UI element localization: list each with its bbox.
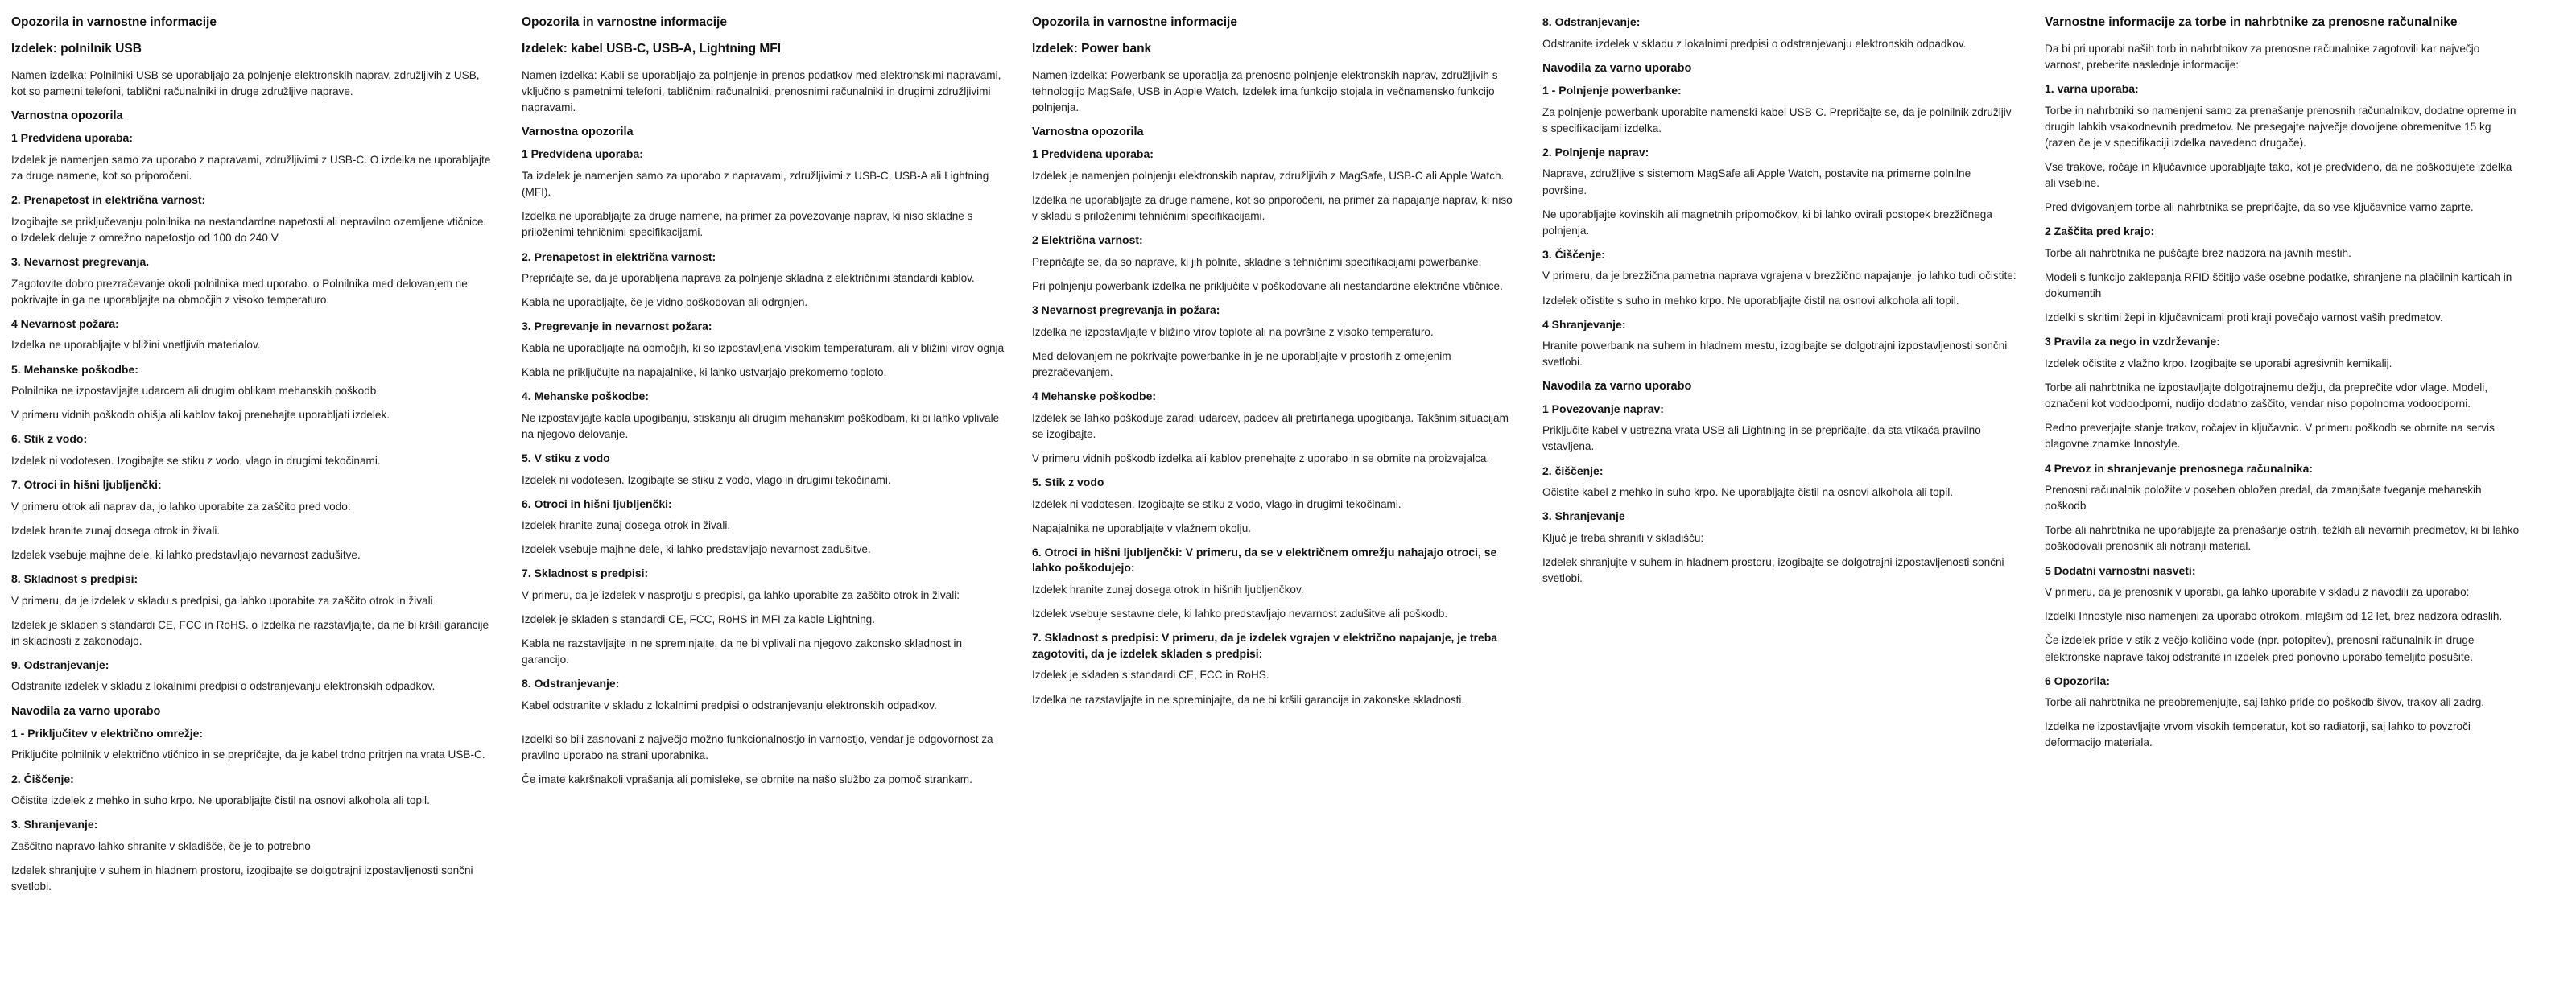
paragraph: Izdelka ne uporabljajte v bližini vnetljivih materialov. <box>11 339 261 352</box>
heading-overheating: 3. Nevarnost pregrevanja. <box>11 254 150 268</box>
paragraph: Prenosni računalnik položite v poseben obložen predal, da zmanjšate tveganje mehanskih poškodb <box>2045 484 2482 513</box>
heading-intended-use: 1 Predvidena uporaba: <box>11 131 133 145</box>
heading-storage-cable: 3. Shranjevanje <box>1542 509 1625 523</box>
paragraph: Kabla ne priključujte na napajalnike, ki lahko ustvarjajo prekomerno toploto. <box>522 366 887 379</box>
heading-charging-devices: 2. Polnjenje naprav: <box>1542 145 1649 159</box>
paragraph: Izdelek očistite s suho in mehko krpo. Ne uporabljajte čistil na osnovi alkohola ali topil. <box>1542 294 1959 307</box>
paragraph: Izdelka ne uporabljajte za druge namene, na primer za povezovanje naprav, ki niso skladne s priloženimi tehničnimi specifikacijami. <box>522 210 973 239</box>
paragraph: Zagotovite dobro prezračevanje okoli polnilnika med uporabo. o Polnilnika med delovanjem ne pokrivajte in ga ne uporabljajte na območjih z visoko temperaturo. <box>11 277 468 306</box>
paragraph: Pred dvigovanjem torbe ali nahrbtnika se prepričajte, da so vse ključavnice varno zaprte. <box>2045 201 2474 214</box>
heading-fire-hazard: 4 Nevarnost požara: <box>11 316 119 330</box>
heading-compliance: 8. Skladnost s predpisi: <box>11 571 138 585</box>
paragraph: V primeru otrok ali naprav da, jo lahko uporabite za zaščito pred vodo: <box>11 500 351 513</box>
heading-additional-safety-tips: 5 Dodatni varnostni nasveti: <box>2045 563 2196 577</box>
paragraph: Izdelek shranjujte v suhem in hladnem prostoru, izogibajte se dolgotrajni izpostavljenosti sončni svetlobi. <box>1542 555 2004 585</box>
paragraph: Izdelek hranite zunaj dosega otrok in hišnih ljubljenčkov. <box>1032 583 1304 596</box>
paragraph: Izdelek se lahko poškoduje zaradi udarcev, padcev ali pretirtanega upogibanja. Takšnim situacijam se izogibajte. <box>1032 411 1509 440</box>
heading-electrical-safety: 2 Električna varnost: <box>1032 233 1143 247</box>
heading-safe-use-instructions: Navodila za varno uporabo <box>1542 61 1692 75</box>
heading-overheating-fire: 3. Pregrevanje in nevarnost požara: <box>522 320 712 333</box>
heading-electrical-safety: 2. Prenapetost in električna varnost: <box>522 249 716 263</box>
paragraph: V primeru vidnih poškodb ohišja ali kablov takoj prenehajte uporabljati izdelek. <box>11 409 390 422</box>
heading-care-maintenance: 3 Pravila za nego in vzdrževanje: <box>2045 335 2220 348</box>
heading-charging-powerbank: 1 - Polnjenje powerbanke: <box>1542 84 1682 97</box>
heading-intended-use: 1 Predvidena uporaba: <box>522 147 643 161</box>
heading-cleaning: 3. Čiščenje: <box>1542 247 1605 261</box>
paragraph: Prepričajte se, da so naprave, ki jih polnite, skladne s tehničnimi specifikacijami powerbanke. <box>1032 255 1482 268</box>
paragraph: V primeru, da je brezžična pametna naprava vgrajena v brezžično napajanje, jo lahko tudi očistite: <box>1542 270 2017 282</box>
paragraph: Izdelek vsebuje majhne dele, ki lahko predstavljajo nevarnost zadušitve. <box>11 548 361 561</box>
heading-cleaning-cable: 2. čiščenje: <box>1542 464 1604 477</box>
column-powerbank-continued <box>1542 14 2025 587</box>
paragraph: Izdelka ne izpostavljajte vrvom visokih temperatur, kot so radiatorji, saj lahko to povzroči deformacijo materiala. <box>2045 720 2471 749</box>
heading-compliance: 7. Skladnost s predpisi: <box>522 567 649 580</box>
paragraph: Izdelek je skladen s standardi CE, FCC, RoHS in MFI za kable Lightning. <box>522 613 875 626</box>
paragraph: Izdelki s skritimi žepi in ključavnicami proti kraji povečajo varnost vaših predmetov. <box>2045 311 2443 324</box>
paragraph: Izdelek ni vodotesen. Izogibajte se stiku z vodo, vlago in drugimi tekočinami. <box>522 473 891 486</box>
paragraph: Izdelki Innostyle niso namenjeni za uporabo otrokom, mlajšim od 12 let, brez nadzora odraslih. <box>2045 610 2503 623</box>
column-cable <box>522 14 1013 789</box>
heading-children-pets: 7. Otroci in hišni ljubljenčki: <box>11 478 162 492</box>
paragraph: Namen izdelka: Kabli se uporabljajo za polnjenje in prenos podatkov med elektronskimi napravami, vključno s pametnimi telefoni, tabličnimi računalniki, prenosnimi računalniki in drugimi združljivimi napravami. <box>522 68 1001 114</box>
section-title: Opozorila in varnostne informacije <box>1032 15 1237 29</box>
heading-safe-use-instructions: Navodila za varno uporabo <box>11 704 161 718</box>
paragraph: Izdelek je namenjen samo za uporabo z napravami, združljivimi z USB-C. O izdelka ne uporabljajte za druge namene, kot so priporočeni. <box>11 153 491 183</box>
heading-children-pets: 6. Otroci in hišni ljubljenčki: V primeru, da se v električnem omrežju nahajajo otroci, se lahko poškodujejo: <box>1032 545 1497 575</box>
heading-warnings: Varnostna opozorila <box>11 109 123 123</box>
paragraph: Za polnjenje powerbank uporabite namenski kabel USB-C. Prepričajte se, da je polnilnik združljiv s specifikacijami izdelka. <box>1542 105 2012 134</box>
heading-safe-use-instructions-cable: Navodila za varno uporabo <box>1542 380 1692 394</box>
paragraph: Ta izdelek je namenjen samo za uporabo z napravami, združljivimi z USB-C, USB-A ali Lightning (MFI). <box>522 170 989 199</box>
paragraph: Izogibajte se priključevanju polnilnika na nestandardne napetosti ali nepravilno ozemljene vtičnice. o Izdelek deluje z omrežno napetostjo od 100 do 240 V. <box>11 215 487 244</box>
paragraph: V primeru, da je izdelek v nasprotju s predpisi, ga lahko uporabite za zaščito otrok in živali: <box>522 589 960 602</box>
heading-disposal: 9. Odstranjevanje: <box>11 658 109 671</box>
paragraph: Redno preverjajte stanje trakov, ročajev in ključavnic. V primeru poškodb se obrnite na servis blagovne znamke Innostyle. <box>2045 422 2495 451</box>
heading-water-contact: 5. Stik z vodo <box>1032 476 1104 489</box>
paragraph: Torbe ali nahrbtnika ne uporabljajte za prenašanje ostrih, težkih ali nevarnih predmetov, ki bi lahko poškodovali prenosnik ali notranji material. <box>2045 524 2520 553</box>
section-title: Opozorila in varnostne informacije <box>522 15 727 29</box>
paragraph: Pri polnjenju powerbank izdelka ne priključite v poškodovane ali nestandardne električne vtičnice. <box>1032 280 1503 293</box>
paragraph: Izdelek shranjujte v suhem in hladnem prostoru, izogibajte se dolgotrajni izpostavljenosti sončni svetlobi. <box>11 864 473 893</box>
heading-disposal: 8. Odstranjevanje: <box>1542 15 1641 28</box>
paragraph: Ključ je treba shraniti v skladišču: <box>1542 531 1704 544</box>
heading-water-contact: 6. Stik z vodo: <box>11 432 88 446</box>
heading-children-pets: 6. Otroci in hišni ljubljenčki: <box>522 497 672 510</box>
heading-mains-connection: 1 - Priključitev v električno omrežje: <box>11 726 204 740</box>
paragraph: Torbe in nahrbtniki so namenjeni samo za prenašanje prenosnih računalnikov, dodatne opreme in drugih lahkih vsakodnevnih predmetov. Ne presegajte največje dovoljene obremenitve 15 kg (razen če je v specifikaciji izdelka navedeno drugače). <box>2045 104 2516 149</box>
heading-disposal: 8. Odstranjevanje: <box>522 677 620 691</box>
section-title: Opozorila in varnostne informacije <box>11 15 217 29</box>
paragraph: Kabla ne uporabljajte, če je vidno poškodovan ali odrgnjen. <box>522 296 808 309</box>
column-usb-charger <box>11 14 502 895</box>
paragraph: Izdelka ne uporabljajte za druge namene, kot so priporočeni, na primer za napajanje naprav, ki niso v skladu s priloženimi tehničnimi specifikacijami. <box>1032 194 1513 223</box>
paragraph: Izdelki so bili zasnovani z največjo možno funkcionalnostjo in varnostjo, vendar je odgovornost za pravilno uporabo na strani uporabnika. <box>522 733 993 762</box>
paragraph: Hranite powerbank na suhem in hladnem mestu, izogibajte se dolgotrajni izpostavljenosti sončni svetlobi. <box>1542 340 2008 369</box>
heading-mechanical-damage: 5. Mehanske poškodbe: <box>11 362 138 376</box>
product-line: Izdelek: polnilnik USB <box>11 41 142 56</box>
heading-cleaning: 2. Čiščenje: <box>11 772 74 785</box>
product-line: Izdelek: kabel USB-C, USB-A, Lightning MFI <box>522 41 782 56</box>
paragraph: Izdelek je skladen s standardi CE, FCC in RoHS. o Izdelka ne razstavljajte, da ne bi kršili garancije in skladnosti z zakonodajo. <box>11 618 489 647</box>
paragraph: Da bi pri uporabi naših torb in nahrbtnikov za prenosne računalnike zagotovili kar največjo varnost, preberite naslednje informacije: <box>2045 42 2480 72</box>
heading-storage: 4 Shranjevanje: <box>1542 317 1626 331</box>
paragraph: Ne izpostavljajte kabla upogibanju, stiskanju ali drugim mehanskim poškodbam, ki bi lahko vplivale na njegovo delovanje. <box>522 411 1000 440</box>
paragraph: Izdelka ne razstavljajte in ne spreminjajte, da ne bi kršili garancije in zakonske skladnosti. <box>1032 693 1465 706</box>
paragraph: V primeru, da je prenosnik v uporabi, ga lahko uporabite v skladu z navodili za uporabo: <box>2045 586 2470 599</box>
paragraph: Izdelek hranite zunaj dosega otrok in živali. <box>11 524 221 537</box>
paragraph: Med delovanjem ne pokrivajte powerbanke in je ne uporabljajte v prostorih z omejenim prezračevanjem. <box>1032 349 1451 379</box>
spacer <box>522 722 1005 732</box>
paragraph: Kabla ne uporabljajte na območjih, ki so izpostavljena visokim temperaturam, ali v bližini virov ognja <box>522 341 1005 354</box>
paragraph: Kabla ne razstavljajte in ne spreminjajte, da ne bi vplivali na njegovo zakonsko skladnost in garancijo. <box>522 637 963 666</box>
heading-mechanical-damage: 4 Mehanske poškodbe: <box>1032 390 1157 403</box>
paragraph: Izdelek je skladen s standardi CE, FCC in RoHS. <box>1032 669 1269 682</box>
section-title: Varnostne informacije za torbe in nahrbtnike za prenosne računalnike <box>2045 15 2458 29</box>
paragraph: Izdelek je namenjen polnjenju elektronskih naprav, združljivih z MagSafe, USB-C ali Apple Watch. <box>1032 170 1505 183</box>
paragraph: Izdelka ne izpostavljajte v bližino virov toplote ali na površine z visoko temperaturo. <box>1032 325 1434 338</box>
paragraph: Če imate kakršnakoli vprašanja ali pomisleke, se obrnite na našo službo za pomoč strankam. <box>522 773 972 786</box>
paragraph: V primeru, da je izdelek v skladu s predpisi, ga lahko uporabite za zaščito otrok in živali <box>11 594 433 607</box>
heading-warnings: Varnostna opozorila <box>522 126 634 139</box>
heading-water-contact: 5. V stiku z vodo <box>522 451 610 464</box>
paragraph: Odstranite izdelek v skladu z lokalnimi predpisi o odstranjevanju elektronskih odpadkov. <box>1542 37 1967 50</box>
paragraph: Torbe ali nahrbtnika ne preobremenjujte, saj lahko pride do poškodb šivov, trakov ali zadrg. <box>2045 696 2485 709</box>
paragraph: Namen izdelka: Powerbank se uporablja za prenosno polnjenje elektronskih naprav, združljivih s tehnologijo MagSafe, USB in Apple Watch. Izdelek ima funkcijo stojala in večnamensko funkcijo polnjenja. <box>1032 68 1498 114</box>
paragraph: Če izdelek pride v stik z večjo količino vode (npr. potopitev), prenosni računalnik in druge elektronske naprave takoj odstranite in izdelek pred ponovno uporabo temeljito posušite. <box>2045 634 2475 663</box>
heading-warnings-bags: 6 Opozorila: <box>2045 674 2110 687</box>
paragraph: Vse trakove, ročaje in ključavnice uporabljajte tako, kot je predvideno, da ne poškodujete izdelka ali vsebine. <box>2045 161 2512 190</box>
column-powerbank <box>1032 14 1523 708</box>
heading-storage: 3. Shranjevanje: <box>11 818 98 831</box>
paragraph: Priključite kabel v ustrezna vrata USB ali Lightning in se prepričajte, da sta vtikača pravilno vstavljena. <box>1542 424 1981 453</box>
heading-intended-use: 1 Predvidena uporaba: <box>1032 147 1154 161</box>
heading-overheating-fire: 3 Nevarnost pregrevanja in požara: <box>1032 303 1220 317</box>
paragraph: Kabel odstranite v skladu z lokalnimi predpisi o odstranjevanju elektronskih odpadkov. <box>522 699 937 712</box>
heading-safe-use: 1. varna uporaba: <box>2045 82 2139 96</box>
paragraph: Modeli s funkcijo zaklepanja RFID ščitijo vaše osebne podatke, shranjene na plačilnih karticah in dokumentih <box>2045 271 2512 300</box>
heading-mechanical-damage: 4. Mehanske poškodbe: <box>522 390 649 403</box>
heading-electrical-safety: 2. Prenapetost in električna varnost: <box>11 193 206 207</box>
paragraph: Izdelek vsebuje majhne dele, ki lahko predstavljajo nevarnost zadušitve. <box>522 543 871 556</box>
paragraph: Polnilnika ne izpostavljajte udarcem ali drugim oblikam mehanskih poškodb. <box>11 385 380 398</box>
paragraph: Ne uporabljajte kovinskih ali magnetnih pripomočkov, ki bi lahko ovirali postopek brezžičnega polnjenja. <box>1542 208 1992 237</box>
paragraph: Napajalnika ne uporabljajte v vlažnem okolju. <box>1032 522 1252 534</box>
paragraph: Odstranite izdelek v skladu z lokalnimi predpisi o odstranjevanju elektronskih odpadkov. <box>11 680 436 693</box>
heading-theft-protection: 2 Zaščita pred krajo: <box>2045 225 2155 238</box>
paragraph: Torbe ali nahrbtnika ne puščajte brez nadzora na javnih mestih. <box>2045 246 2351 259</box>
heading-compliance: 7. Skladnost s predpisi: V primeru, da je izdelek vgrajen v električno napajanje, je treba zagotoviti, da je izdelek skladen s predpisi: <box>1032 631 1498 660</box>
paragraph: V primeru vidnih poškodb izdelka ali kablov prenehajte z uporabo in se obrnite na proizvajalca. <box>1032 451 1490 464</box>
paragraph: Prepričajte se, da je uporabljena naprava za polnjenje skladna z električnimi standardi kablov. <box>522 272 975 285</box>
heading-warnings: Varnostna opozorila <box>1032 126 1144 139</box>
paragraph: Priključite polnilnik v električno vtičnico in se prepričajte, da je kabel trdno pritrjen na vrata USB-C. <box>11 748 485 761</box>
paragraph: Izdelek vsebuje sestavne dele, ki lahko predstavljajo nevarnost zadušitve ali poškodb. <box>1032 608 1448 621</box>
heading-connecting-devices: 1 Povezovanje naprav: <box>1542 402 1664 415</box>
paragraph: Torbe ali nahrbtnika ne izpostavljajte dolgotrajnemu dežju, da preprečite vdor vlage. Modeli, označeni kot vodoodporni, nudijo dodatno zaščito, vendar niso popolnoma vodoodporni. <box>2045 381 2488 410</box>
paragraph: Očistite izdelek z mehko in suho krpo. Ne uporabljajte čistil na osnovi alkohola ali topil. <box>11 794 430 807</box>
paragraph: Izdelek očistite z vlažno krpo. Izogibajte se uporabi agresivnih kemikalij. <box>2045 357 2392 370</box>
paragraph: Namen izdelka: Polnilniki USB se uporabljajo za polnjenje elektronskih naprav, združljivih z USB, kot so pametni telefoni, tablični računalniki in druge združljive naprave. <box>11 68 480 97</box>
paragraph: Naprave, združljive s sistemom MagSafe ali Apple Watch, postavite na primerne polnilne površine. <box>1542 167 1971 196</box>
paragraph: Izdelek ni vodotesen. Izogibajte se stiku z vodo, vlago in drugimi tekočinami. <box>1032 497 1402 510</box>
paragraph: Zaščitno napravo lahko shranite v skladišče, če je to potrebno <box>11 839 311 852</box>
column-bags <box>2045 14 2528 752</box>
paragraph: Izdelek ni vodotesen. Izogibajte se stiku z vodo, vlago in drugimi tekočinami. <box>11 454 381 467</box>
paragraph: Očistite kabel z mehko in suho krpo. Ne uporabljajte čistil na osnovi alkohola ali topil. <box>1542 486 1954 499</box>
product-line: Izdelek: Power bank <box>1032 41 1152 56</box>
heading-transport-storage: 4 Prevoz in shranjevanje prenosnega računalnika: <box>2045 461 2314 475</box>
paragraph: Izdelek hranite zunaj dosega otrok in živali. <box>522 519 731 532</box>
